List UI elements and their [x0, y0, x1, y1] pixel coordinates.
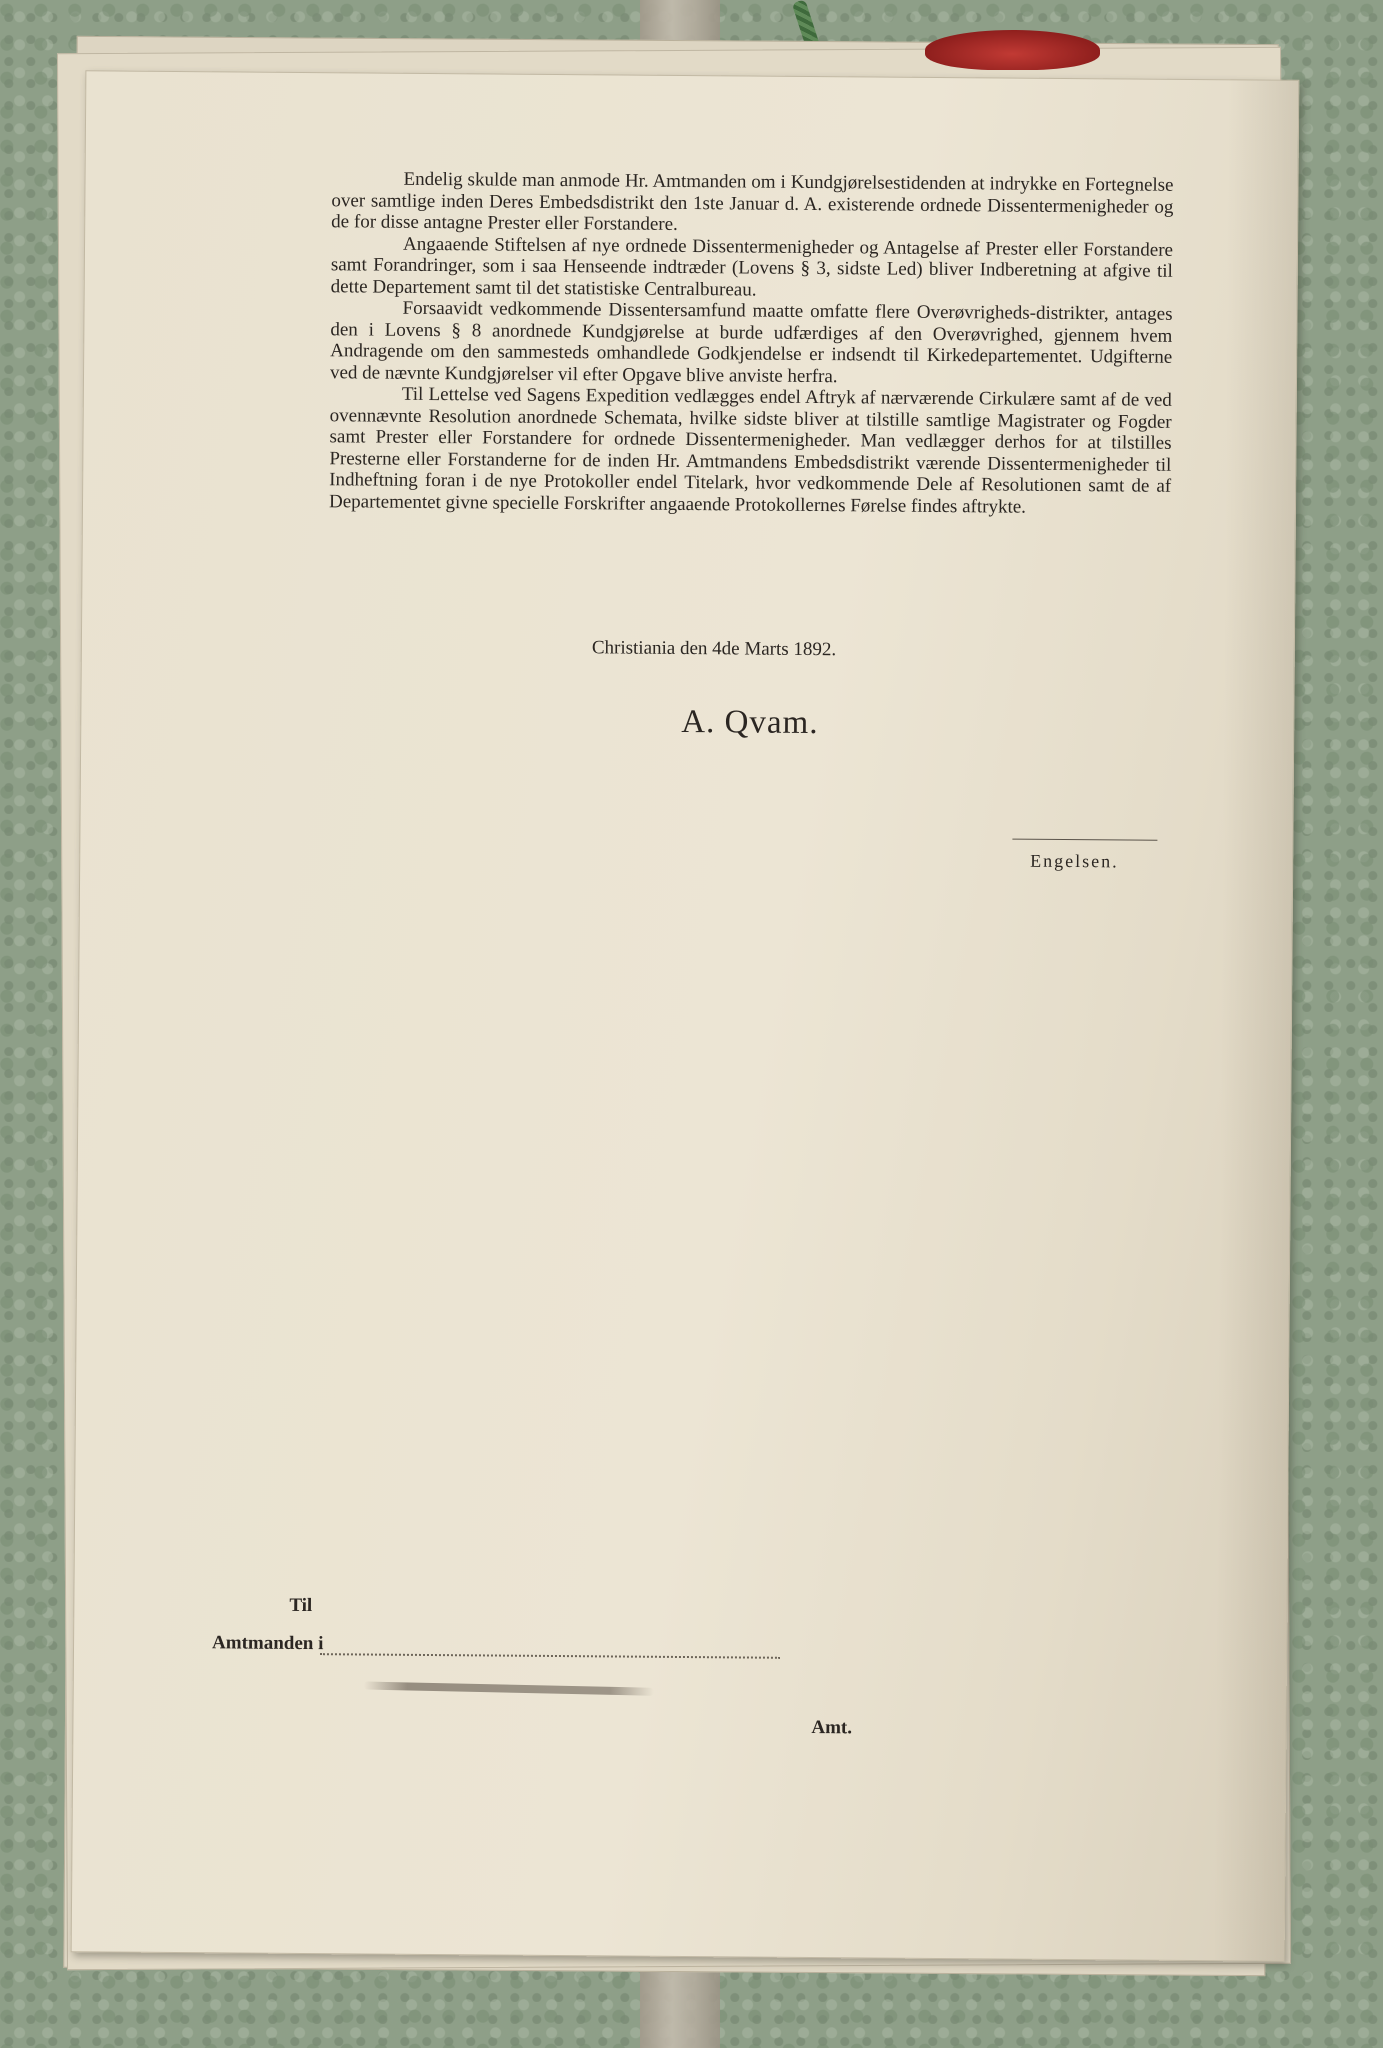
wax-seal-icon [925, 30, 1100, 70]
document-page [71, 70, 1300, 1961]
paragraph: Endelig skulde man anmode Hr. Amtmanden om i Kundgjørelsestidenden at indrykke en Fortegnelse over samtlige inden Deres Embedsdistrikt den 1ste Januar d. A. existerende ordnede Dissentermenigheder og de for disse antagne Prester eller Forstandere. [331, 168, 1174, 235]
paragraph: Forsaavidt vedkommende Dissentersamfund maatte omfatte flere Overøvrigheds-distrikter, antages den i Lovens § 8 anordnede Kundgjørelse at burde udfærdiges af den Overøvrighed, gjennem hvem Andragende om den sammesteds omhandlede Godkjendelse er indsendt til Kirkedepartementet. Udgifterne ved de nævnte Kundgjørelser vil efter Opgave blive anviste herfra. [329, 297, 1173, 387]
place-date: Christiania den 4de Marts 1892. [591, 637, 837, 661]
page-shadow [1214, 80, 1299, 1960]
amt-label: Amt. [811, 1717, 853, 1739]
addressee-label: Amtmanden i [211, 1632, 324, 1655]
signature: A. Qvam. [681, 703, 819, 742]
body-text [329, 168, 1174, 519]
paragraph: Angaaende Stiftelsen af nye ordnede Dissentermenigheder og Antagelse af Prester eller Forstandere samt Forandringer, som i saa Henseende indtræder (Lovens § 3, sidste Led) bliver Indberetning at afgive til dette Departement samt til det statistiske Centralbureau. [330, 233, 1174, 301]
paragraph: Til Lettelse ved Sagens Expedition vedlægges endel Aftryk af nærværende Cirkulære samt af de ved ovennævnte Resolution anordnede Schemata, hvilke sidste bliver at tilstille samtlige Magistrater og Fogder samt Prester eller Forstandere for ordnede Dissentermenigheder. Man vedlægger derhos for at tilstilles Presterne eller Forstanderne for de inden Hr. Amtmandens Embedsdistrikt værende Dissentermenigheder til Indheftning foran i de nye Protokoller endel Titelark, hvor vedkommende Dele af Resolutionen samt de af Departementet givne specielle Forskrifter angaaende Protokollernes Førelse findes aftrykte. [328, 383, 1172, 518]
countersignature: Engelsen. [1030, 850, 1119, 872]
address-to-label: Til [289, 1594, 313, 1617]
signature-rule [1012, 839, 1157, 841]
pencil-mark [364, 1681, 654, 1695]
address-dotted-line [320, 1653, 780, 1659]
